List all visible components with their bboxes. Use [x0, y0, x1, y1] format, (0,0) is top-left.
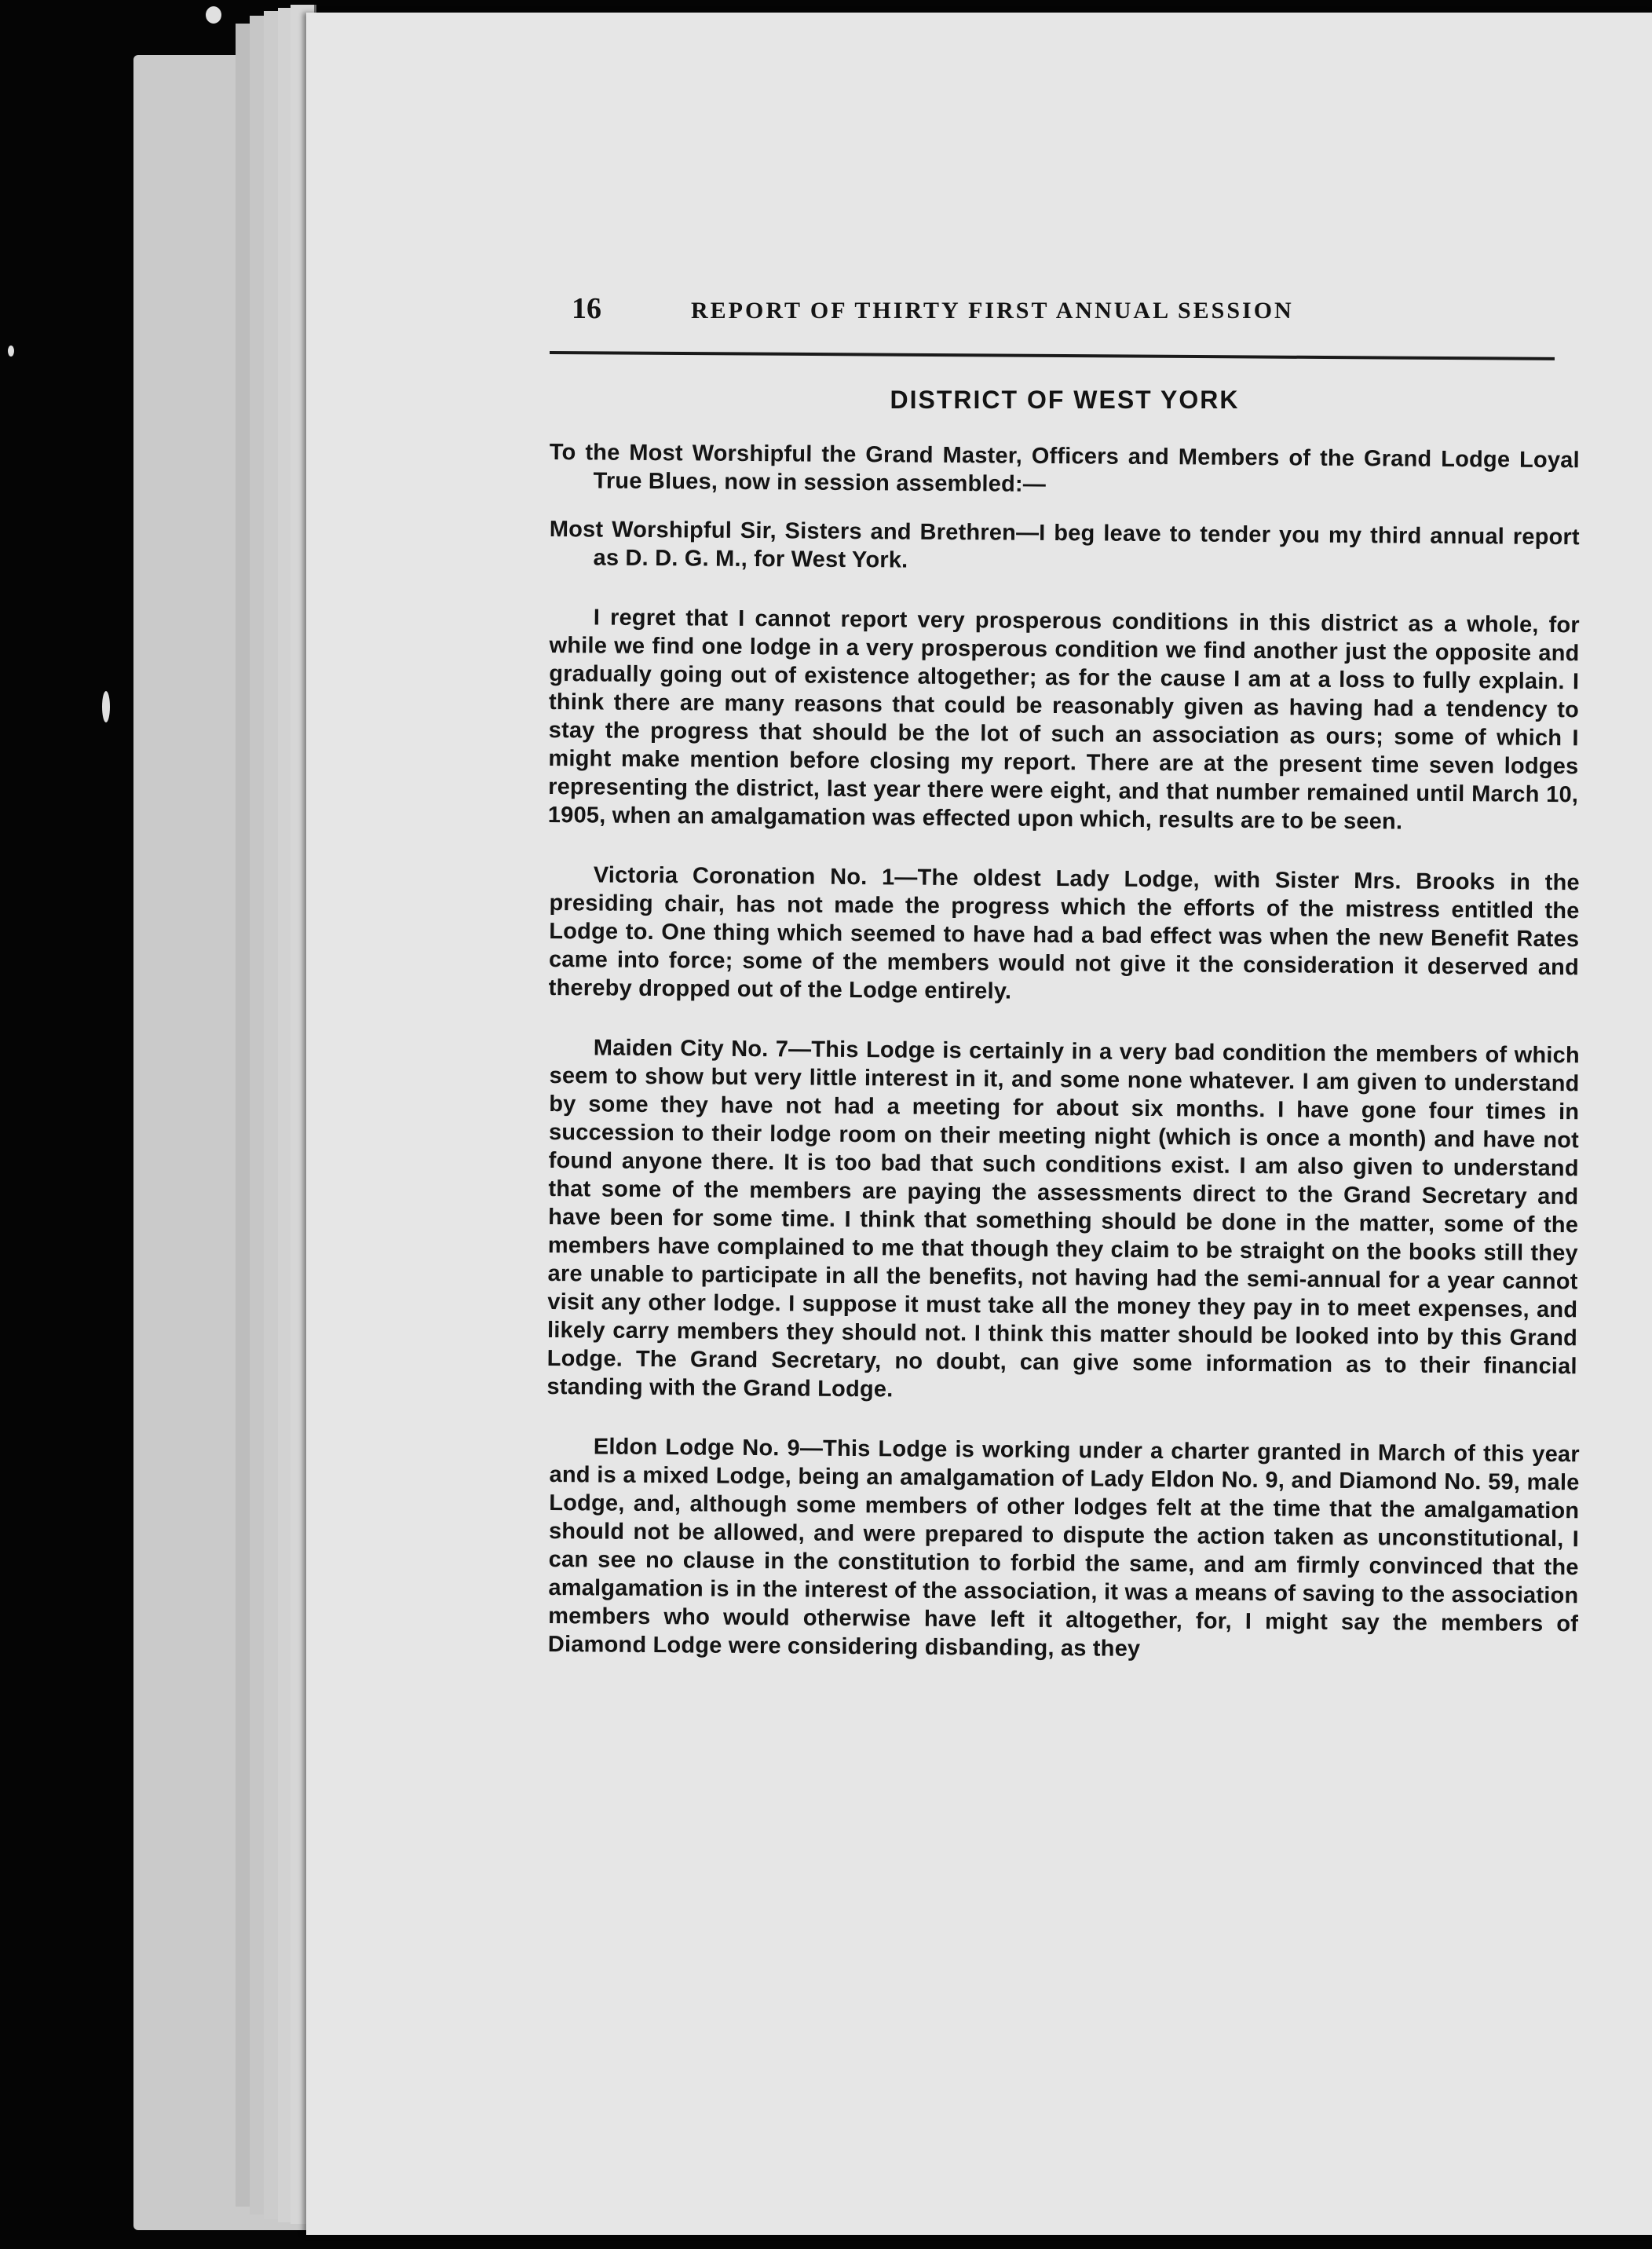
page-number: 16: [572, 292, 601, 325]
document-page: [306, 13, 1652, 2235]
page-content: [546, 291, 1580, 1679]
salutation-paragraph: To the Most Worshipful the Grand Master, Officers and Members of the Grand Lodge Loyal True Blues, now in session assembled:—: [549, 439, 1580, 497]
greeting-paragraph: Most Worshipful Sir, Sisters and Brethren—I beg leave to tender you my third annual report as D. D. G. M., for West York.: [549, 516, 1580, 573]
scan-speck: [206, 6, 221, 24]
body-paragraph: I regret that I cannot report very prosperous conditions in this district as a whole, for while we find one lodge in a very prosperous condition we find another just the opposite and gradually going out of existence altogether; as for the cause I am at a loss to fully explain. I think there are many reasons that could be reasonably given as having had a tendency to stay the progress that should be the lot of such an association as ours; some of which I might make mention before closing my report. There are at the present time seven lodges representing the district, last year there were eight, and that number remained until March 10, 1905, when an amalgamation was effected upon which, results are to be seen.: [547, 605, 1580, 835]
scan-speck: [102, 691, 110, 722]
section-heading: DISTRICT OF WEST YORK: [890, 386, 1240, 414]
body-paragraph: Eldon Lodge No. 9—This Lodge is working under a charter granted in March of this year and is a mixed Lodge, being an amalgamation of Lady Eldon No. 9, and Diamond No. 59, male Lodge, and, although some members of other lodges felt at the time that the amalgamation should not be allowed, and were prepared to dispute the action taken as unconstitutional, I can see no clause in the constitution to forbid the same, and am firmly convinced that the amalgamation is in the interest of the association, it was a means of saving to the association members who would otherwise have left it altogether, for, I might say the members of Diamond Lodge were considering disbanding, as they: [547, 1434, 1580, 1662]
running-title: REPORT OF THIRTY FIRST ANNUAL SESSION: [691, 298, 1294, 324]
scan-speck: [8, 346, 14, 357]
header-rule: [550, 351, 1555, 360]
body-paragraph: Victoria Coronation No. 1—The oldest Lady Lodge, with Sister Mrs. Brooks in the presiding chair, has not made the progress which the efforts of the mistress entitled the Lodge to. One thing which seemed to have had a bad effect was when the new Benefit Rates came into force; some of the members would not give it the consideration it deserved and thereby dropped out of the Lodge entirely.: [548, 862, 1580, 1004]
running-head: [550, 291, 1580, 338]
body-paragraph: Maiden City No. 7—This Lodge is certainly in a very bad condition the members of which seem to show but very little interest in it, and some none whatever. I am given to understand by some they have not had a meeting for about six months. I have gone four times in succession to their lodge room on their meeting night (which is once a month) and have not found anyone there. It is too bad that such conditions exist. I am also given to understand that some of the members are paying the assessments direct to the Grand Secretary and have been for some time. I think that something should be done in the matter, some of the members have complained to me that though they claim to be straight on the books still they are unable to participate in all the benefits, not having had the semi-annual for a year cannot visit any other lodge. I suppose it must take all the money they pay in to meet expenses, and likely carry members they should not. I think this matter should be looked into by this Grand Lodge. The Grand Secretary, no doubt, can give some information as to their financial standing with the Grand Lodge.: [546, 1035, 1580, 1402]
